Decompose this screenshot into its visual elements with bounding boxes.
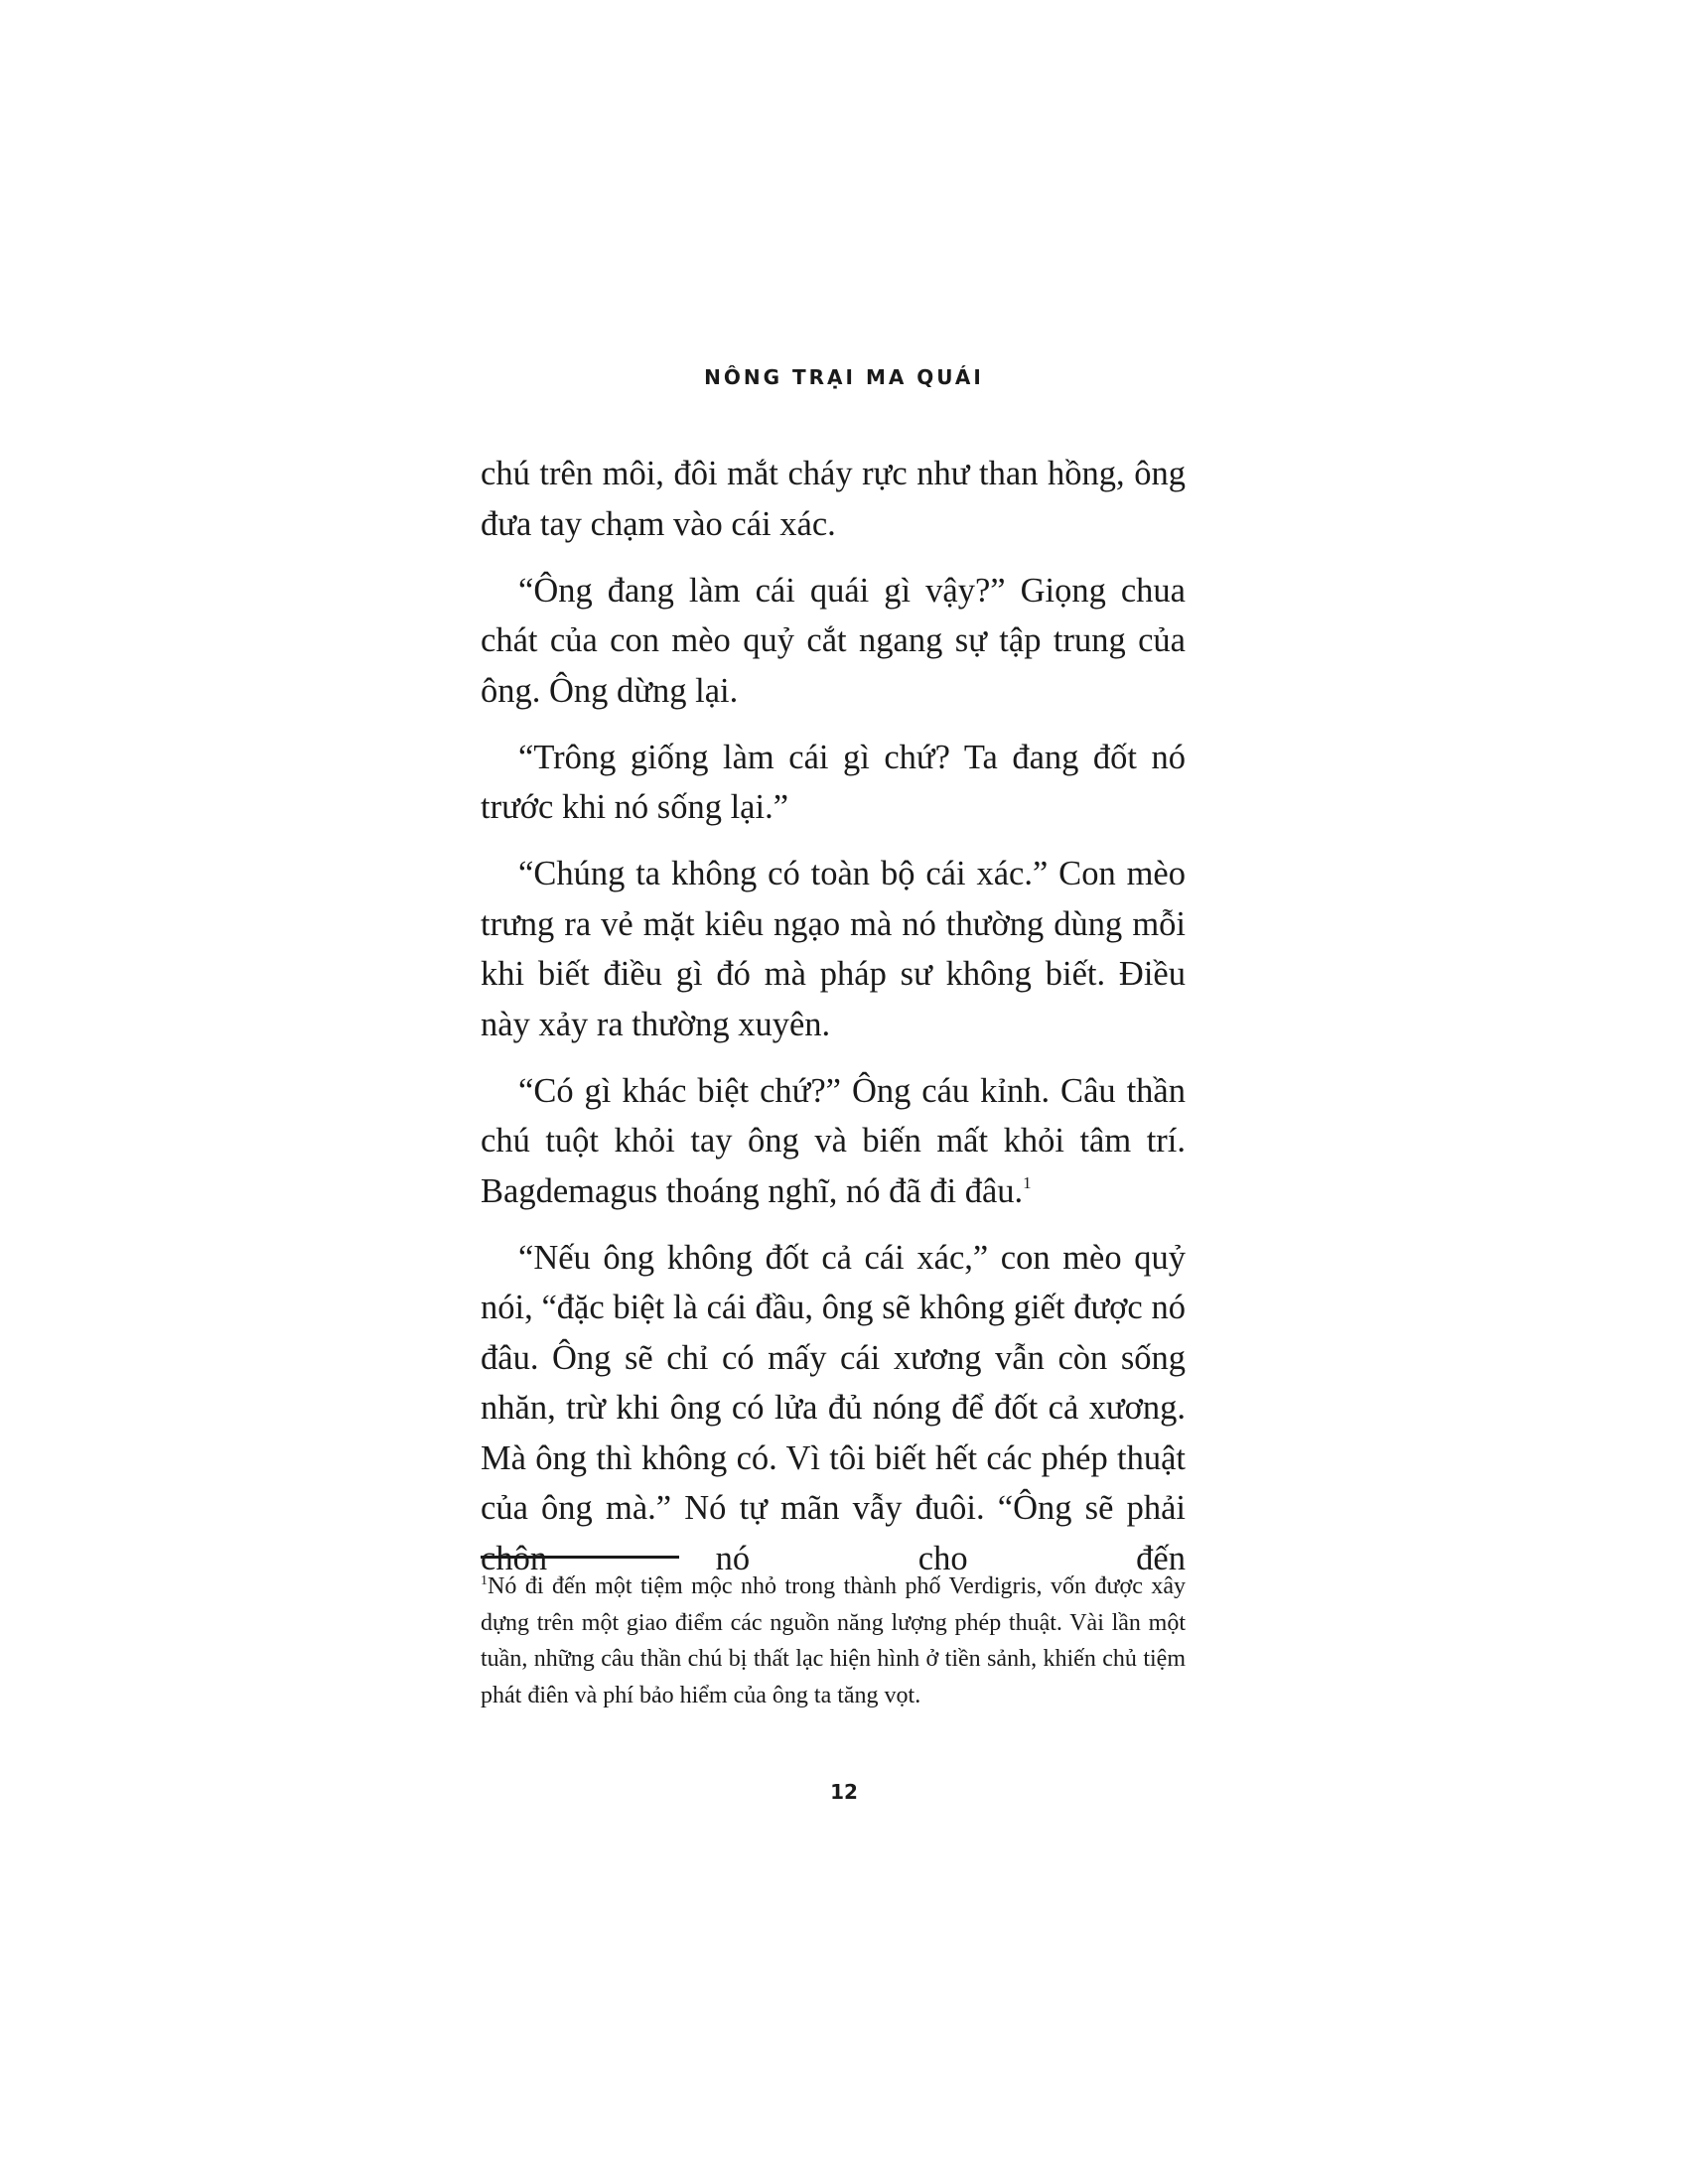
paragraph-4: “Chúng ta không có toàn bộ cái xác.” Con mèo trưng ra vẻ mặt kiêu ngạo mà nó thường dùng mỗi khi biết điều gì đó mà pháp sư không biết. Điều này xảy ra thường xuyên. [481, 855, 1186, 1043]
footnote [481, 1569, 1186, 1713]
paragraph-2: “Ông đang làm cái quái gì vậy?” Giọng chua chát của con mèo quỷ cắt ngang sự tập trung của ông. Ông dừng lại. [481, 571, 1186, 710]
footnote-text: Nó đi đến một tiệm mộc nhỏ trong thành phố Verdigris, vốn được xây dựng trên một giao điểm các nguồn năng lượng phép thuật. Vài lần một tuần, những câu thần chú bị thất lạc hiện hình ở tiền sảnh, khiến chủ tiệm phát điên và phí bảo hiểm của ông ta tăng vọt. [481, 1573, 1186, 1708]
footnote-marker: 1 [481, 1573, 488, 1588]
paragraph-1: chú trên môi, đôi mắt cháy rực như than hồng, ông đưa tay chạm vào cái xác. [481, 455, 1186, 543]
paragraph-3: “Trông giống làm cái gì chứ? Ta đang đốt nó trước khi nó sống lại.” [481, 738, 1186, 826]
paragraph-5-text: “Có gì khác biệt chứ?” Ông cáu kỉnh. Câu thần chú tuột khỏi tay ông và biến mất khỏi tâm trí. Bagdemagus thoáng nghĩ, nó đã đi đâu. [481, 1071, 1186, 1210]
paragraph-6: “Nếu ông không đốt cả cái xác,” con mèo quỷ nói, “đặc biệt là cái đầu, ông sẽ không giết được nó đâu. Ông sẽ chỉ có mấy cái xương vẫn còn sống nhăn, trừ khi ông có lửa đủ nóng để đốt cả xương. Mà ông thì không có. Vì tôi biết hết các phép thuật của ông mà.” Nó tự mãn vẫy đuôi. “Ông sẽ phải chôn nó cho đến [481, 1238, 1186, 1577]
paragraph-5 [481, 1066, 1186, 1217]
footnote-reference: 1 [1023, 1172, 1032, 1192]
page-number: 12 [830, 1780, 858, 1804]
running-title: NÔNG TRẠI MA QUÁI [704, 365, 984, 389]
body-text [481, 449, 1186, 1600]
footnote-divider [481, 1556, 679, 1559]
